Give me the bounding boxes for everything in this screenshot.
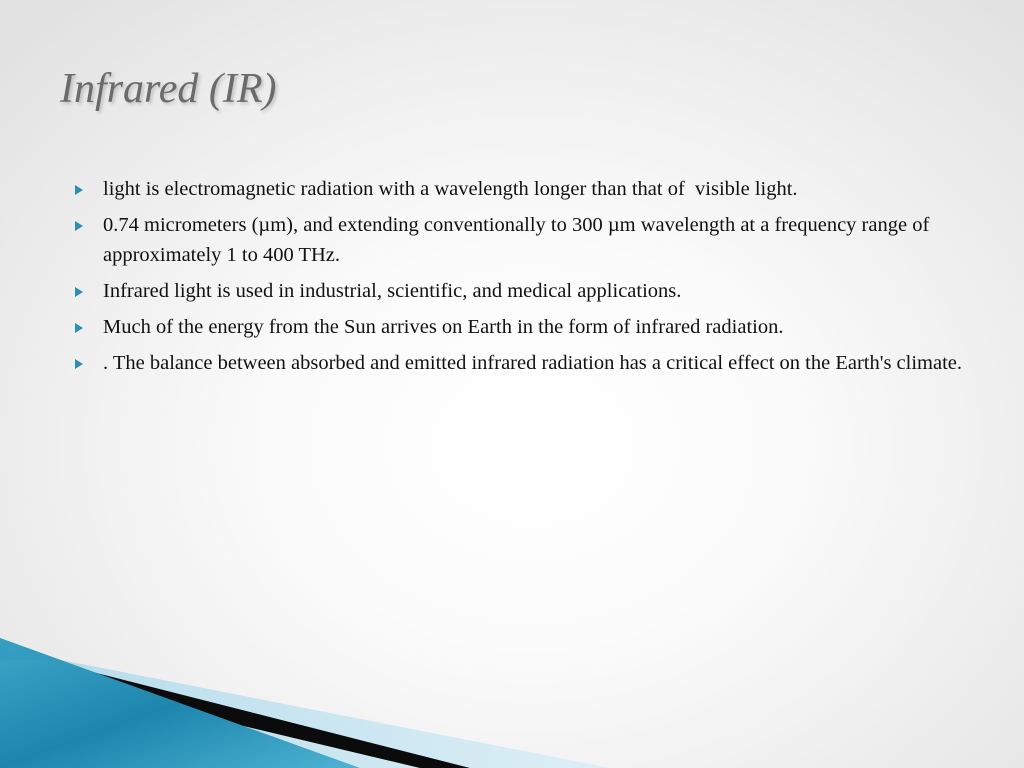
bullet-list: [74, 174, 964, 384]
slide-title: Infrared (IR): [60, 66, 277, 112]
triangle-right-icon: [74, 174, 103, 204]
bullet-item: [74, 210, 964, 270]
bullet-text: Infrared light is used in industrial, scientific, and medical applications.: [103, 280, 682, 302]
bullet-item: [74, 174, 964, 204]
triangle-right-icon: [74, 210, 103, 240]
corner-decoration: [0, 638, 1024, 768]
triangle-right-icon: [74, 348, 103, 378]
bullet-text: . The balance between absorbed and emitted infrared radiation has a critical effect on the Earth's climate.: [103, 352, 962, 374]
bullet-text: light is electromagnetic radiation with a wavelength longer than that of visible light.: [103, 178, 798, 200]
bullet-item: [74, 276, 964, 306]
bullet-item: [74, 312, 964, 342]
bullet-text: 0.74 micrometers (µm), and extending conventionally to 300 µm wavelength at a frequency range of approximately 1 to 400 THz.: [103, 214, 935, 266]
bullet-item: [74, 348, 964, 378]
triangle-right-icon: [74, 276, 103, 306]
triangle-right-icon: [74, 312, 103, 342]
bullet-text: Much of the energy from the Sun arrives on Earth in the form of infrared radiation.: [103, 316, 784, 338]
